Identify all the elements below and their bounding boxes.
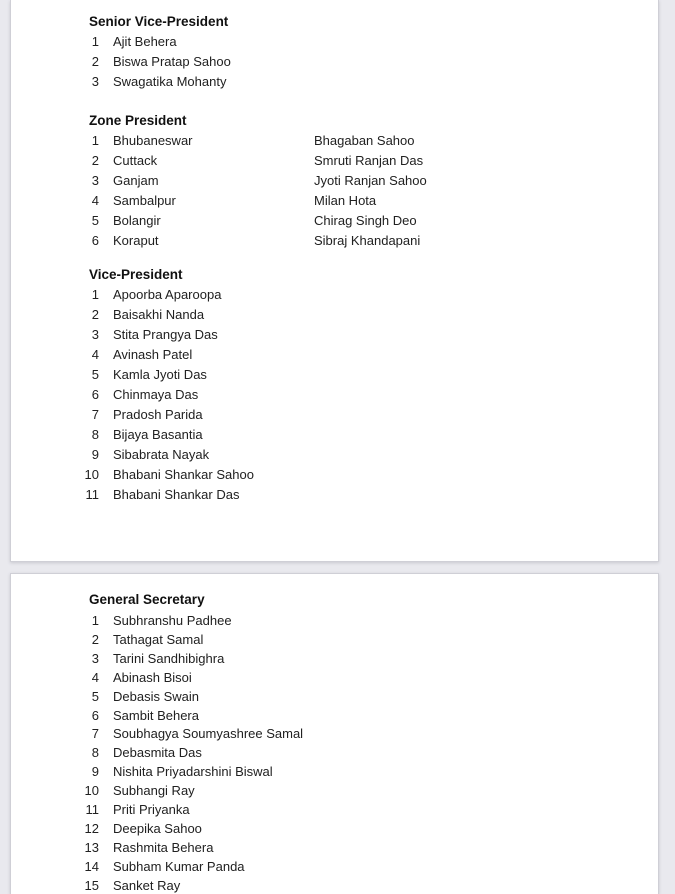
member-name: Bijaya Basantia — [113, 427, 203, 442]
list-item — [69, 782, 658, 801]
zone-officer-name: Jyoti Ranjan Sahoo — [314, 173, 427, 188]
row-number: 4 — [91, 193, 99, 208]
row-number: 8 — [91, 427, 99, 442]
zone-name: Ganjam — [113, 173, 159, 188]
list-item — [69, 345, 658, 365]
list-item — [69, 131, 658, 151]
list-item — [69, 231, 658, 251]
row-number: 5 — [91, 367, 99, 382]
member-name: Sanket Ray — [113, 877, 181, 893]
list-item — [69, 688, 658, 707]
list-item — [69, 365, 658, 385]
row-number: 1 — [91, 613, 99, 628]
row-number: 2 — [91, 54, 99, 69]
member-name: Subhangi Ray — [113, 783, 195, 799]
row-number: 5 — [91, 213, 99, 228]
member-name: Sibabrata Nayak — [113, 447, 210, 462]
row-number: 11 — [85, 487, 99, 502]
row-number: 10 — [84, 467, 99, 482]
list-item — [69, 305, 658, 325]
list-item — [69, 631, 658, 650]
list-item — [69, 858, 658, 877]
member-section — [69, 12, 658, 92]
row-number: 9 — [91, 764, 99, 780]
zone-name: Bhubaneswar — [113, 133, 193, 148]
member-name: Avinash Patel — [113, 347, 193, 362]
row-number: 7 — [91, 407, 99, 422]
zone-name: Koraput — [113, 233, 159, 248]
member-name: Apoorba Aparoopa — [113, 287, 222, 302]
member-name: Baisakhi Nanda — [113, 307, 205, 322]
member-name: Bhabani Shankar Sahoo — [113, 467, 254, 482]
list-item — [69, 445, 658, 465]
row-number: 4 — [91, 347, 99, 362]
row-number: 2 — [91, 153, 99, 168]
member-name: Pradosh Parida — [113, 407, 203, 422]
zone-officer-name: Chirag Singh Deo — [314, 213, 417, 228]
list-item — [69, 725, 658, 744]
member-name: Tathagat Samal — [113, 631, 204, 647]
member-name: Abinash Bisoi — [113, 669, 192, 685]
row-number: 2 — [91, 307, 99, 322]
list-item — [69, 839, 658, 858]
row-number: 1 — [91, 34, 99, 49]
zone-officer-name: Milan Hota — [314, 193, 377, 208]
member-name: Ajit Behera — [113, 34, 177, 49]
list-item — [69, 32, 658, 52]
member-name: Biswa Pratap Sahoo — [113, 54, 231, 69]
zone-officer-name: Sibraj Khandapani — [314, 233, 421, 248]
zone-officer-name: Bhagaban Sahoo — [314, 133, 415, 148]
list-item — [69, 485, 658, 505]
row-number: 6 — [91, 707, 99, 723]
document-page-2 — [10, 573, 659, 894]
row-number: 7 — [91, 726, 99, 742]
list-item — [69, 151, 658, 171]
member-name: Nishita Priyadarshini Biswal — [113, 764, 273, 780]
list-item — [69, 612, 658, 631]
list-item — [69, 52, 658, 72]
list-item — [69, 650, 658, 669]
row-number: 14 — [84, 858, 99, 874]
list-item — [69, 877, 658, 894]
list-item — [69, 325, 658, 345]
member-name: Debasmita Das — [113, 745, 202, 761]
section-heading: General Secretary — [89, 592, 205, 607]
page-1-content — [11, 12, 658, 505]
row-number: 10 — [84, 783, 99, 799]
member-name: Rashmita Behera — [113, 839, 214, 855]
member-name: Bhabani Shankar Das — [113, 487, 240, 502]
list-item — [69, 707, 658, 726]
member-name: Deepika Sahoo — [113, 820, 202, 836]
member-section — [69, 111, 658, 251]
member-section — [69, 265, 658, 505]
list-item — [69, 820, 658, 839]
member-name: Kamla Jyoti Das — [113, 367, 207, 382]
row-number: 4 — [91, 669, 99, 685]
row-number: 5 — [91, 688, 99, 704]
member-name: Soubhagya Soumyashree Samal — [113, 726, 304, 742]
list-item — [69, 763, 658, 782]
member-name: Chinmaya Das — [113, 387, 199, 402]
list-item — [69, 211, 658, 231]
member-name: Tarini Sandhibighra — [113, 650, 225, 666]
row-number: 2 — [91, 631, 99, 647]
zone-officer-name: Smruti Ranjan Das — [314, 153, 424, 168]
row-number: 9 — [91, 447, 99, 462]
row-number: 3 — [91, 650, 99, 666]
list-item — [69, 72, 658, 92]
row-number: 6 — [91, 233, 99, 248]
row-number: 3 — [91, 173, 99, 188]
list-item — [69, 285, 658, 305]
row-number: 3 — [91, 74, 99, 89]
member-name: Debasis Swain — [113, 688, 199, 704]
zone-name: Bolangir — [113, 213, 161, 228]
member-section — [69, 590, 658, 894]
member-name: Subhranshu Padhee — [113, 613, 232, 628]
list-item — [69, 191, 658, 211]
list-item — [69, 669, 658, 688]
page-2-content — [11, 590, 658, 894]
list-item — [69, 801, 658, 820]
list-item — [69, 744, 658, 763]
row-number: 1 — [91, 287, 99, 302]
member-name: Priti Priyanka — [113, 802, 190, 818]
list-item — [69, 171, 658, 191]
row-number: 15 — [84, 877, 99, 893]
row-number: 13 — [84, 839, 99, 855]
document-page-1 — [10, 0, 659, 562]
list-item — [69, 425, 658, 445]
section-heading: Zone President — [89, 113, 187, 128]
section-heading: Vice-President — [89, 267, 183, 282]
zone-name: Cuttack — [113, 153, 158, 168]
row-number: 1 — [91, 133, 99, 148]
zone-name: Sambalpur — [113, 193, 176, 208]
row-number: 11 — [85, 802, 99, 818]
list-item — [69, 385, 658, 405]
member-name: Subham Kumar Panda — [113, 858, 245, 874]
row-number: 8 — [91, 745, 99, 761]
member-name: Swagatika Mohanty — [113, 74, 227, 89]
row-number: 3 — [91, 327, 99, 342]
member-name: Sambit Behera — [113, 707, 199, 723]
section-heading: Senior Vice-President — [89, 14, 229, 29]
member-name: Stita Prangya Das — [113, 327, 218, 342]
row-number: 12 — [84, 820, 99, 836]
row-number: 6 — [91, 387, 99, 402]
list-item — [69, 405, 658, 425]
list-item — [69, 465, 658, 485]
